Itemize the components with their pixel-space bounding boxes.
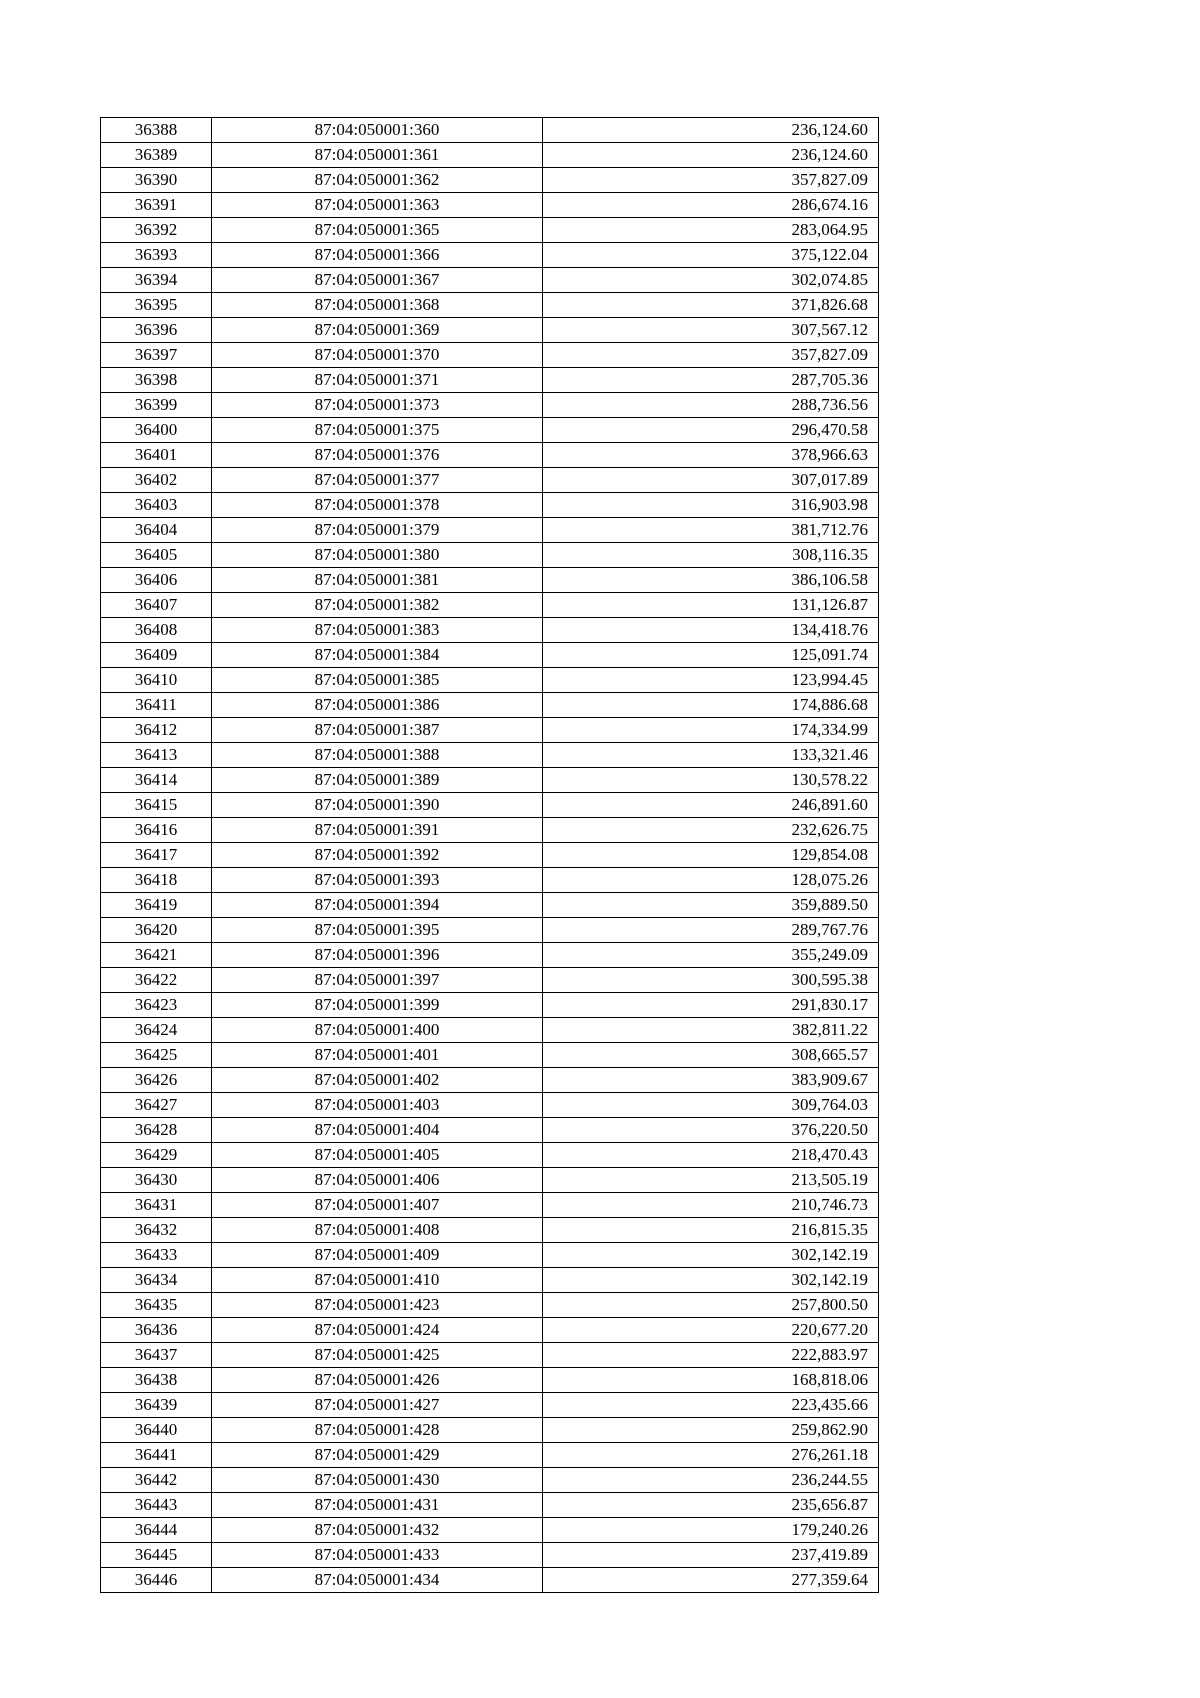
cadastral-value-cell: 288,736.56: [543, 393, 879, 418]
row-number-cell: 36416: [101, 818, 212, 843]
cadastral-value-cell: 257,800.50: [543, 1293, 879, 1318]
table-row: [101, 993, 879, 1018]
cadastral-number-cell: 87:04:050001:430: [212, 1468, 543, 1493]
table-row: [101, 518, 879, 543]
cadastral-number-cell: 87:04:050001:387: [212, 718, 543, 743]
table-row: [101, 243, 879, 268]
table-row: [101, 568, 879, 593]
cadastral-number-cell: 87:04:050001:409: [212, 1243, 543, 1268]
table-row: [101, 1043, 879, 1068]
cadastral-number-cell: 87:04:050001:381: [212, 568, 543, 593]
cadastral-number-cell: 87:04:050001:366: [212, 243, 543, 268]
row-number-cell: 36388: [101, 118, 212, 143]
cadastral-value-cell: 308,665.57: [543, 1043, 879, 1068]
row-number-cell: 36410: [101, 668, 212, 693]
table-row: [101, 1093, 879, 1118]
cadastral-number-cell: 87:04:050001:389: [212, 768, 543, 793]
cadastral-value-cell: 357,827.09: [543, 343, 879, 368]
row-number-cell: 36418: [101, 868, 212, 893]
row-number-cell: 36413: [101, 743, 212, 768]
cadastral-number-cell: 87:04:050001:395: [212, 918, 543, 943]
cadastral-value-cell: 357,827.09: [543, 168, 879, 193]
row-number-cell: 36428: [101, 1118, 212, 1143]
cadastral-value-cell: 236,124.60: [543, 143, 879, 168]
cadastral-number-cell: 87:04:050001:375: [212, 418, 543, 443]
row-number-cell: 36389: [101, 143, 212, 168]
cadastral-number-cell: 87:04:050001:367: [212, 268, 543, 293]
cadastral-value-cell: 302,074.85: [543, 268, 879, 293]
cadastral-value-cell: 210,746.73: [543, 1193, 879, 1218]
cadastral-number-cell: 87:04:050001:400: [212, 1018, 543, 1043]
cadastral-number-cell: 87:04:050001:378: [212, 493, 543, 518]
row-number-cell: 36426: [101, 1068, 212, 1093]
table-row: [101, 1068, 879, 1093]
table-row: [101, 968, 879, 993]
table-row: [101, 668, 879, 693]
table-row: [101, 143, 879, 168]
cadastral-value-cell: 236,124.60: [543, 118, 879, 143]
row-number-cell: 36412: [101, 718, 212, 743]
cadastral-value-cell: 308,116.35: [543, 543, 879, 568]
cadastral-value-cell: 168,818.06: [543, 1368, 879, 1393]
row-number-cell: 36424: [101, 1018, 212, 1043]
cadastral-value-cell: 246,891.60: [543, 793, 879, 818]
cadastral-value-cell: 259,862.90: [543, 1418, 879, 1443]
cadastral-value-cell: 174,334.99: [543, 718, 879, 743]
cadastral-value-cell: 216,815.35: [543, 1218, 879, 1243]
cadastral-value-cell: 376,220.50: [543, 1118, 879, 1143]
cadastral-number-cell: 87:04:050001:377: [212, 468, 543, 493]
table-row: [101, 1143, 879, 1168]
table-row: [101, 1443, 879, 1468]
row-number-cell: 36443: [101, 1493, 212, 1518]
cadastral-number-cell: 87:04:050001:399: [212, 993, 543, 1018]
row-number-cell: 36401: [101, 443, 212, 468]
cadastral-number-cell: 87:04:050001:431: [212, 1493, 543, 1518]
row-number-cell: 36403: [101, 493, 212, 518]
row-number-cell: 36400: [101, 418, 212, 443]
cadastral-number-cell: 87:04:050001:433: [212, 1543, 543, 1568]
row-number-cell: 36436: [101, 1318, 212, 1343]
row-number-cell: 36408: [101, 618, 212, 643]
cadastral-number-cell: 87:04:050001:385: [212, 668, 543, 693]
table-row: [101, 593, 879, 618]
row-number-cell: 36397: [101, 343, 212, 368]
row-number-cell: 36402: [101, 468, 212, 493]
cadastral-value-cell: 283,064.95: [543, 218, 879, 243]
table-row: [101, 818, 879, 843]
cadastral-value-cell: 174,886.68: [543, 693, 879, 718]
table-row: [101, 443, 879, 468]
row-number-cell: 36395: [101, 293, 212, 318]
row-number-cell: 36421: [101, 943, 212, 968]
table-row: [101, 1018, 879, 1043]
cadastral-value-cell: 289,767.76: [543, 918, 879, 943]
row-number-cell: 36411: [101, 693, 212, 718]
cadastral-value-table: [100, 117, 879, 1593]
row-number-cell: 36430: [101, 1168, 212, 1193]
row-number-cell: 36432: [101, 1218, 212, 1243]
row-number-cell: 36433: [101, 1243, 212, 1268]
cadastral-value-cell: 237,419.89: [543, 1543, 879, 1568]
cadastral-number-cell: 87:04:050001:403: [212, 1093, 543, 1118]
row-number-cell: 36425: [101, 1043, 212, 1068]
cadastral-number-cell: 87:04:050001:434: [212, 1568, 543, 1593]
cadastral-number-cell: 87:04:050001:401: [212, 1043, 543, 1068]
table-row: [101, 693, 879, 718]
table-row: [101, 193, 879, 218]
cadastral-value-cell: 291,830.17: [543, 993, 879, 1018]
row-number-cell: 36438: [101, 1368, 212, 1393]
table-row: [101, 643, 879, 668]
cadastral-number-cell: 87:04:050001:428: [212, 1418, 543, 1443]
table-row: [101, 218, 879, 243]
cadastral-number-cell: 87:04:050001:361: [212, 143, 543, 168]
cadastral-number-cell: 87:04:050001:384: [212, 643, 543, 668]
cadastral-number-cell: 87:04:050001:402: [212, 1068, 543, 1093]
cadastral-value-cell: 236,244.55: [543, 1468, 879, 1493]
cadastral-number-cell: 87:04:050001:363: [212, 193, 543, 218]
cadastral-number-cell: 87:04:050001:369: [212, 318, 543, 343]
row-number-cell: 36442: [101, 1468, 212, 1493]
row-number-cell: 36404: [101, 518, 212, 543]
table-row: [101, 743, 879, 768]
table-row: [101, 118, 879, 143]
row-number-cell: 36394: [101, 268, 212, 293]
cadastral-number-cell: 87:04:050001:390: [212, 793, 543, 818]
table-row: [101, 418, 879, 443]
cadastral-number-cell: 87:04:050001:432: [212, 1518, 543, 1543]
table-row: [101, 1493, 879, 1518]
cadastral-value-cell: 232,626.75: [543, 818, 879, 843]
row-number-cell: 36419: [101, 893, 212, 918]
cadastral-number-cell: 87:04:050001:391: [212, 818, 543, 843]
cadastral-value-cell: 302,142.19: [543, 1268, 879, 1293]
cadastral-number-cell: 87:04:050001:360: [212, 118, 543, 143]
row-number-cell: 36396: [101, 318, 212, 343]
table-row: [101, 768, 879, 793]
table-row: [101, 1118, 879, 1143]
cadastral-value-cell: 383,909.67: [543, 1068, 879, 1093]
row-number-cell: 36423: [101, 993, 212, 1018]
cadastral-number-cell: 87:04:050001:410: [212, 1268, 543, 1293]
row-number-cell: 36445: [101, 1543, 212, 1568]
cadastral-number-cell: 87:04:050001:397: [212, 968, 543, 993]
table-row: [101, 793, 879, 818]
cadastral-value-cell: 382,811.22: [543, 1018, 879, 1043]
row-number-cell: 36446: [101, 1568, 212, 1593]
row-number-cell: 36437: [101, 1343, 212, 1368]
table-row: [101, 1418, 879, 1443]
cadastral-number-cell: 87:04:050001:383: [212, 618, 543, 643]
cadastral-number-cell: 87:04:050001:394: [212, 893, 543, 918]
table-row: [101, 293, 879, 318]
cadastral-number-cell: 87:04:050001:425: [212, 1343, 543, 1368]
cadastral-value-cell: 371,826.68: [543, 293, 879, 318]
cadastral-number-cell: 87:04:050001:365: [212, 218, 543, 243]
table-row: [101, 1318, 879, 1343]
table-row: [101, 718, 879, 743]
cadastral-number-cell: 87:04:050001:373: [212, 393, 543, 418]
table-row: [101, 368, 879, 393]
table-row: [101, 843, 879, 868]
table-row: [101, 868, 879, 893]
cadastral-number-cell: 87:04:050001:426: [212, 1368, 543, 1393]
cadastral-number-cell: 87:04:050001:404: [212, 1118, 543, 1143]
cadastral-value-cell: 302,142.19: [543, 1243, 879, 1268]
row-number-cell: 36441: [101, 1443, 212, 1468]
table-row: [101, 318, 879, 343]
cadastral-number-cell: 87:04:050001:376: [212, 443, 543, 468]
table-row: [101, 493, 879, 518]
table-row: [101, 268, 879, 293]
cadastral-value-cell: 179,240.26: [543, 1518, 879, 1543]
cadastral-value-cell: 296,470.58: [543, 418, 879, 443]
table-row: [101, 1343, 879, 1368]
row-number-cell: 36429: [101, 1143, 212, 1168]
cadastral-number-cell: 87:04:050001:423: [212, 1293, 543, 1318]
cadastral-number-cell: 87:04:050001:362: [212, 168, 543, 193]
cadastral-value-cell: 307,017.89: [543, 468, 879, 493]
cadastral-value-cell: 300,595.38: [543, 968, 879, 993]
table-row: [101, 943, 879, 968]
cadastral-value-cell: 130,578.22: [543, 768, 879, 793]
table-row: [101, 1518, 879, 1543]
cadastral-number-cell: 87:04:050001:382: [212, 593, 543, 618]
cadastral-value-cell: 378,966.63: [543, 443, 879, 468]
row-number-cell: 36434: [101, 1268, 212, 1293]
cadastral-value-cell: 355,249.09: [543, 943, 879, 968]
cadastral-value-cell: 307,567.12: [543, 318, 879, 343]
table-row: [101, 1468, 879, 1493]
cadastral-value-cell: 309,764.03: [543, 1093, 879, 1118]
cadastral-value-cell: 286,674.16: [543, 193, 879, 218]
row-number-cell: 36439: [101, 1393, 212, 1418]
cadastral-number-cell: 87:04:050001:424: [212, 1318, 543, 1343]
cadastral-value-cell: 235,656.87: [543, 1493, 879, 1518]
cadastral-value-cell: 386,106.58: [543, 568, 879, 593]
row-number-cell: 36393: [101, 243, 212, 268]
row-number-cell: 36390: [101, 168, 212, 193]
table-row: [101, 543, 879, 568]
cadastral-value-cell: 134,418.76: [543, 618, 879, 643]
table-row: [101, 1243, 879, 1268]
cadastral-number-cell: 87:04:050001:392: [212, 843, 543, 868]
table-row: [101, 918, 879, 943]
table-row: [101, 1268, 879, 1293]
table-row: [101, 1368, 879, 1393]
cadastral-value-cell: 276,261.18: [543, 1443, 879, 1468]
cadastral-value-cell: 359,889.50: [543, 893, 879, 918]
cadastral-number-cell: 87:04:050001:379: [212, 518, 543, 543]
table-row: [101, 1168, 879, 1193]
cadastral-value-cell: 381,712.76: [543, 518, 879, 543]
cadastral-number-cell: 87:04:050001:380: [212, 543, 543, 568]
table-row: [101, 343, 879, 368]
cadastral-number-cell: 87:04:050001:371: [212, 368, 543, 393]
cadastral-number-cell: 87:04:050001:393: [212, 868, 543, 893]
table-row: [101, 618, 879, 643]
table-row: [101, 393, 879, 418]
row-number-cell: 36440: [101, 1418, 212, 1443]
cadastral-value-cell: 287,705.36: [543, 368, 879, 393]
cadastral-value-cell: 128,075.26: [543, 868, 879, 893]
table-row: [101, 1293, 879, 1318]
table-row: [101, 468, 879, 493]
row-number-cell: 36431: [101, 1193, 212, 1218]
cadastral-value-cell: 277,359.64: [543, 1568, 879, 1593]
row-number-cell: 36422: [101, 968, 212, 993]
row-number-cell: 36399: [101, 393, 212, 418]
cadastral-value-cell: 123,994.45: [543, 668, 879, 693]
cadastral-value-cell: 133,321.46: [543, 743, 879, 768]
cadastral-number-cell: 87:04:050001:429: [212, 1443, 543, 1468]
cadastral-number-cell: 87:04:050001:370: [212, 343, 543, 368]
cadastral-value-cell: 129,854.08: [543, 843, 879, 868]
cadastral-value-cell: 375,122.04: [543, 243, 879, 268]
row-number-cell: 36414: [101, 768, 212, 793]
row-number-cell: 36444: [101, 1518, 212, 1543]
cadastral-number-cell: 87:04:050001:407: [212, 1193, 543, 1218]
table-row: [101, 1193, 879, 1218]
cadastral-number-cell: 87:04:050001:386: [212, 693, 543, 718]
row-number-cell: 36405: [101, 543, 212, 568]
cadastral-value-cell: 222,883.97: [543, 1343, 879, 1368]
cadastral-value-cell: 213,505.19: [543, 1168, 879, 1193]
cadastral-value-cell: 223,435.66: [543, 1393, 879, 1418]
cadastral-number-cell: 87:04:050001:406: [212, 1168, 543, 1193]
cadastral-value-cell: 316,903.98: [543, 493, 879, 518]
cadastral-number-cell: 87:04:050001:388: [212, 743, 543, 768]
cadastral-value-cell: 220,677.20: [543, 1318, 879, 1343]
row-number-cell: 36415: [101, 793, 212, 818]
table-row: [101, 168, 879, 193]
row-number-cell: 36392: [101, 218, 212, 243]
row-number-cell: 36427: [101, 1093, 212, 1118]
row-number-cell: 36409: [101, 643, 212, 668]
cadastral-number-cell: 87:04:050001:427: [212, 1393, 543, 1418]
row-number-cell: 36435: [101, 1293, 212, 1318]
row-number-cell: 36398: [101, 368, 212, 393]
table-row: [101, 1543, 879, 1568]
cadastral-number-cell: 87:04:050001:405: [212, 1143, 543, 1168]
table-row: [101, 1393, 879, 1418]
cadastral-number-cell: 87:04:050001:396: [212, 943, 543, 968]
cadastral-number-cell: 87:04:050001:368: [212, 293, 543, 318]
table-body: [101, 118, 879, 1593]
row-number-cell: 36420: [101, 918, 212, 943]
row-number-cell: 36406: [101, 568, 212, 593]
table-row: [101, 893, 879, 918]
cadastral-number-cell: 87:04:050001:408: [212, 1218, 543, 1243]
table-row: [101, 1218, 879, 1243]
cadastral-value-cell: 125,091.74: [543, 643, 879, 668]
row-number-cell: 36391: [101, 193, 212, 218]
cadastral-value-cell: 218,470.43: [543, 1143, 879, 1168]
row-number-cell: 36417: [101, 843, 212, 868]
cadastral-value-cell: 131,126.87: [543, 593, 879, 618]
row-number-cell: 36407: [101, 593, 212, 618]
table-row: [101, 1568, 879, 1593]
